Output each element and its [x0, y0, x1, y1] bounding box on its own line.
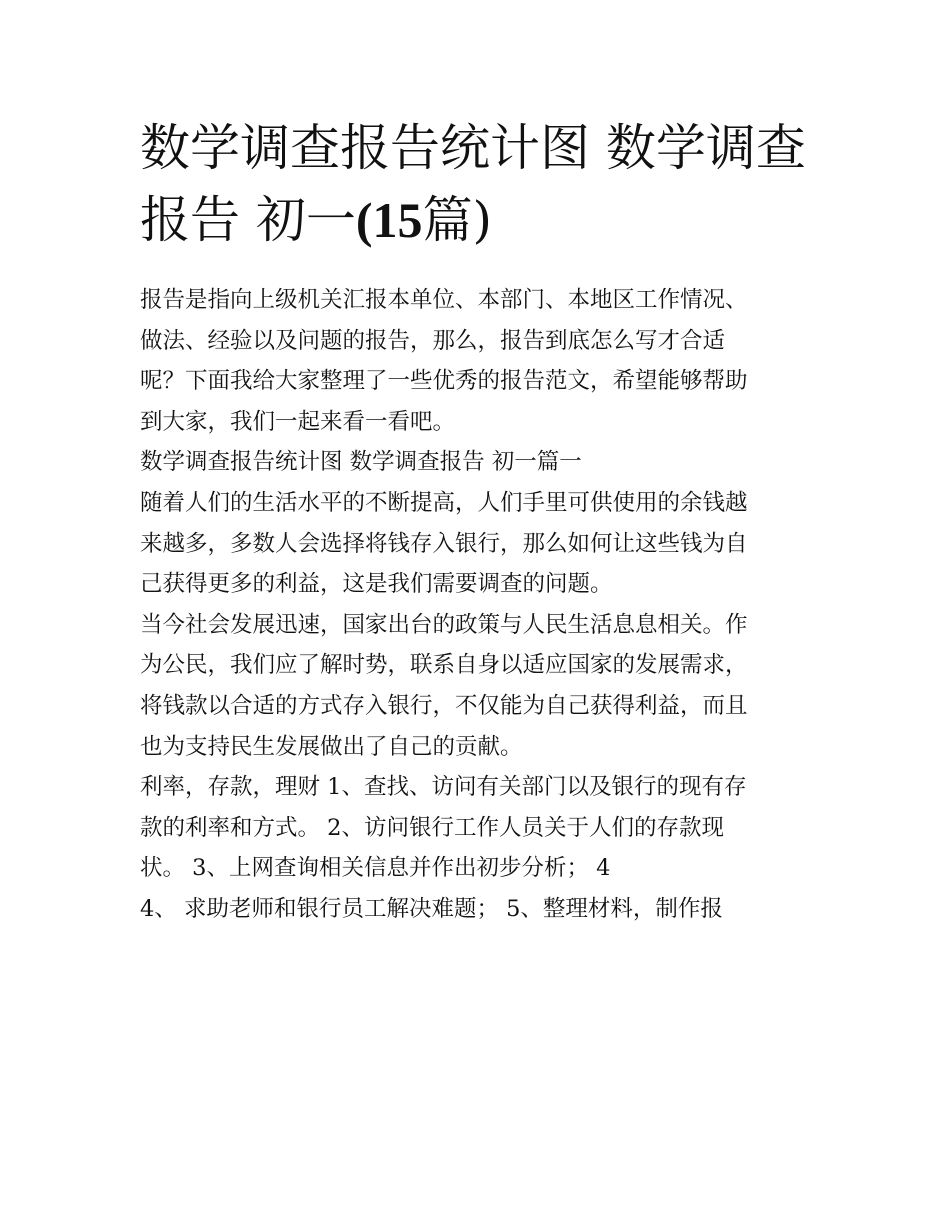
intro-line-1: 报告是指向上级机关汇报本单位、本部门、本地区工作情况、 [140, 287, 748, 313]
body-line-4: 当今社会发展迅速，国家出台的政策与人民生活息息相关。作 [140, 611, 748, 638]
body-line-1: 随着人们的生活水平的不断提高，人们手里可供使用的余钱越 [140, 489, 748, 516]
body-line-8: 利率，存款，理财 1、查找、访问有关部门以及银行的现有存 [140, 774, 747, 801]
body-line-2: 来越多，多数人会选择将钱存入银行，那么如何让这些钱为自 [140, 530, 748, 557]
document-body [140, 280, 820, 930]
body-line-5: 为公民，我们应了解时势，联系自身以适应国家的发展需求， [140, 652, 748, 679]
section-heading: 数学调查报告统计图 数学调查报告 初一篇一 [140, 449, 582, 476]
intro-line-3: 呢？下面我给大家整理了一些优秀的报告范文，希望能够帮助 [140, 368, 748, 395]
intro-line-2: 做法、经验以及问题的报告，那么，报告到底怎么写才合适 [140, 327, 726, 354]
body-line-6: 将钱款以合适的方式存入银行，不仅能为自己获得利益，而且 [140, 692, 748, 719]
title-text: 数学调查报告统计图 数学调查报告 初一 [140, 119, 806, 249]
body-line-7: 也为支持民生发展做出了自己的贡献。 [140, 733, 523, 760]
body-line-11: 4、 求助老师和银行员工解决难题； 5、整理材料，制作报 [140, 895, 723, 922]
document-title [140, 112, 820, 256]
body-line-9: 款的利率和方式。 2、访问银行工作人员关于人们的存款现 [140, 814, 724, 841]
body-line-3: 己获得更多的利益，这是我们需要调查的问题。 [140, 571, 613, 598]
title-suffix: 篇) [422, 191, 493, 249]
intro-line-4: 到大家，我们一起来看一看吧。 [140, 408, 456, 435]
title-count: (15 [355, 192, 423, 248]
body-line-10: 状。 3、上网查询相关信息并作出初步分析； 4 [140, 855, 611, 882]
